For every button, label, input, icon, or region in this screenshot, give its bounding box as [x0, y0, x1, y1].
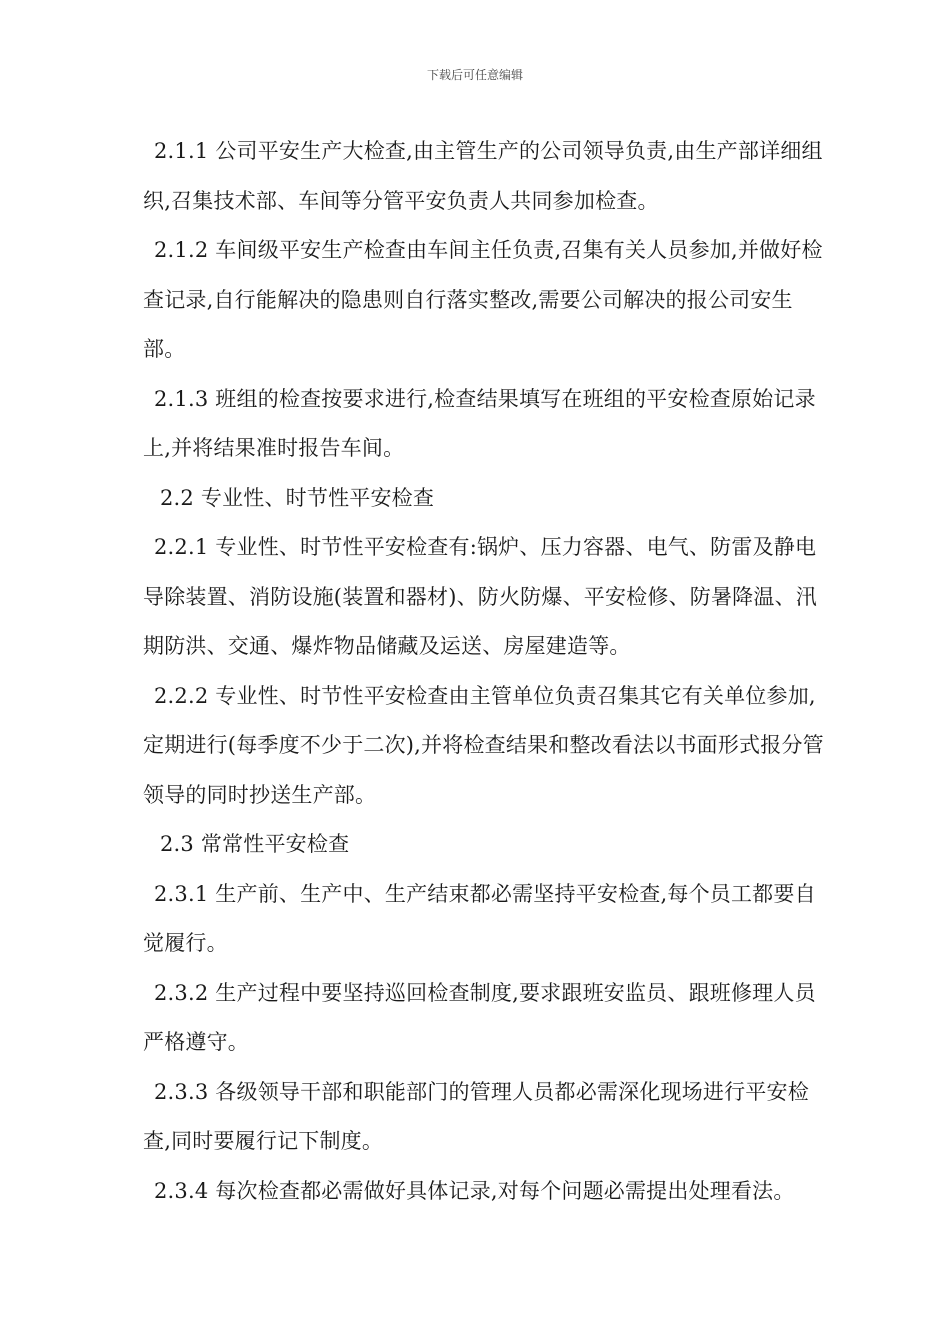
section-heading-2-2: 2.2 专业性、时节性平安检查 [160, 485, 435, 510]
paragraph-2-3-4: 2.3.4 每次检查都必需做好具体记录,对每个问题必需提出处理看法。 [154, 1178, 795, 1203]
paragraph-2-1-3: 2.1.3 班组的检查按要求进行,检查结果填写在班组的平安检查原始记录上,并将结果准时报告车间。 [143, 386, 816, 460]
paragraph-2-1-1: 2.1.1 公司平安生产大检查,由主管生产的公司领导负责,由生产部详细组织,召集技术部、车间等分管平安负责人共同参加检查。 [143, 139, 823, 213]
paragraph-2-2-2: 2.2.2 专业性、时节性平安检查由主管单位负责召集其它有关单位参加,定期进行(每季度不少于二次),并将检查结果和整改看法以书面形式报分管领导的同时抄送生产部。 [143, 683, 824, 807]
paragraph-2-3-3: 2.3.3 各级领导干部和职能部门的管理人员都必需深化现场进行平安检查,同时要履行记下制度。 [143, 1079, 809, 1153]
section-heading-2-3: 2.3 常常性平安检查 [160, 832, 350, 856]
paragraph-2-1-2: 2.1.2 车间级平安生产检查由车间主任负责,召集有关人员参加,并做好检查记录,自行能解决的隐患则自行落实整改,需要公司解决的报公司安生部。 [143, 238, 823, 361]
paragraph-2-3-1: 2.3.1 生产前、生产中、生产结束都必需坚持平安检查,每个员工都要自觉履行。 [143, 881, 816, 955]
document-body [143, 127, 828, 1216]
page-header: 下载后可任意编辑 [426, 68, 523, 82]
paragraph-2-2-1: 2.2.1 专业性、时节性平安检查有:锅炉、压力容器、电气、防雷及静电导除装置、消防设施(装置和器材)、防火防爆、平安检修、防暑降温、汛期防洪、交通、爆炸物品储藏及运送、房屋建造等。 [143, 535, 817, 658]
paragraph-2-3-2: 2.3.2 生产过程中要坚持巡回检查制度,要求跟班安监员、跟班修理人员严格遵守。 [143, 980, 816, 1054]
